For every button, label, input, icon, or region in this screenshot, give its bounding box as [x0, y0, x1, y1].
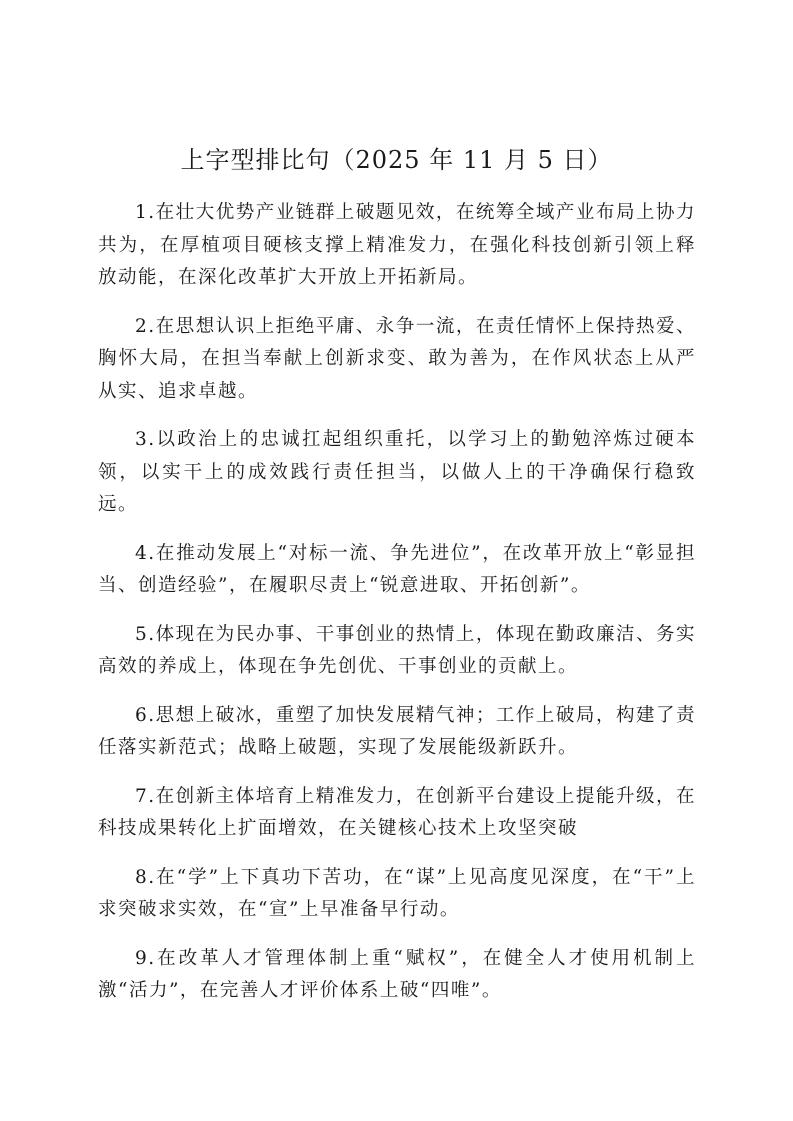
- paragraph-number: 4.: [135, 542, 156, 564]
- paragraph-text: 在壮大优势产业链群上破题见效，在统筹全域产业布局上协力共为，在厚植项目硬核支撑上精准发力，在强化科技创新引领上释放动能，在深化改革扩大开放上开拓新局。: [98, 202, 696, 288]
- paragraph-text: 在创新主体培育上精准发力，在创新平台建设上提能升级，在科技成果转化上扩面增效，在关键核心技术上攻坚突破: [98, 785, 696, 839]
- paragraph-text: 在“学”上下真功下苦功，在“谋”上见高度见深度，在“干”上求突破求实效，在“宣”上早准备早行动。: [98, 866, 696, 920]
- paragraph-3: [98, 424, 696, 522]
- paragraph-4: [98, 538, 696, 603]
- document-title: 上字型排比句（2025 年 11 月 5 日）: [180, 146, 613, 174]
- paragraph-8: [98, 862, 696, 927]
- paragraph-text: 思想上破冰，重塑了加快发展精气神；工作上破局，构建了责任落实新范式；战略上破题，实现了发展能级新跃升。: [98, 704, 696, 758]
- paragraph-5: [98, 619, 696, 684]
- paragraph-number: 8.: [135, 866, 156, 888]
- paragraph-number: 9.: [135, 947, 156, 969]
- paragraph-number: 7.: [135, 785, 156, 807]
- paragraph-7: [98, 781, 696, 846]
- paragraph-number: 3.: [135, 429, 156, 450]
- paragraph-text: 以政治上的忠诚扛起组织重托，以学习上的勤勉淬炼过硬本领，以实干上的成效践行责任担当，以做人上的干净确保行稳致远。: [98, 429, 696, 515]
- paragraph-9: [98, 943, 696, 1008]
- paragraph-text: 体现在为民办事、干事创业的热情上，体现在勤政廉洁、务实高效的养成上，体现在争先创优、干事创业的贡献上。: [98, 623, 696, 677]
- paragraph-2: [98, 311, 696, 409]
- document-body: [98, 197, 696, 1024]
- paragraph-text: 在改革人才管理体制上重“赋权”，在健全人才使用机制上激“活力”，在完善人才评价体系上破“四唯”。: [98, 947, 696, 1001]
- paragraph-text: 在推动发展上“对标一流、争先进位”，在改革开放上“彰显担当、创造经验”，在履职尽责上“锐意进取、开拓创新”。: [98, 542, 696, 596]
- paragraph-number: 2.: [135, 315, 156, 337]
- paragraph-6: [98, 700, 696, 765]
- paragraph-1: [98, 197, 696, 295]
- paragraph-text: 在思想认识上拒绝平庸、永争一流，在责任情怀上保持热爱、胸怀大局，在担当奉献上创新求变、敢为善为，在作风状态上从严从实、追求卓越。: [98, 315, 696, 402]
- paragraph-number: 5.: [135, 623, 156, 645]
- paragraph-number: 1.: [135, 202, 156, 223]
- paragraph-number: 6.: [135, 704, 156, 726]
